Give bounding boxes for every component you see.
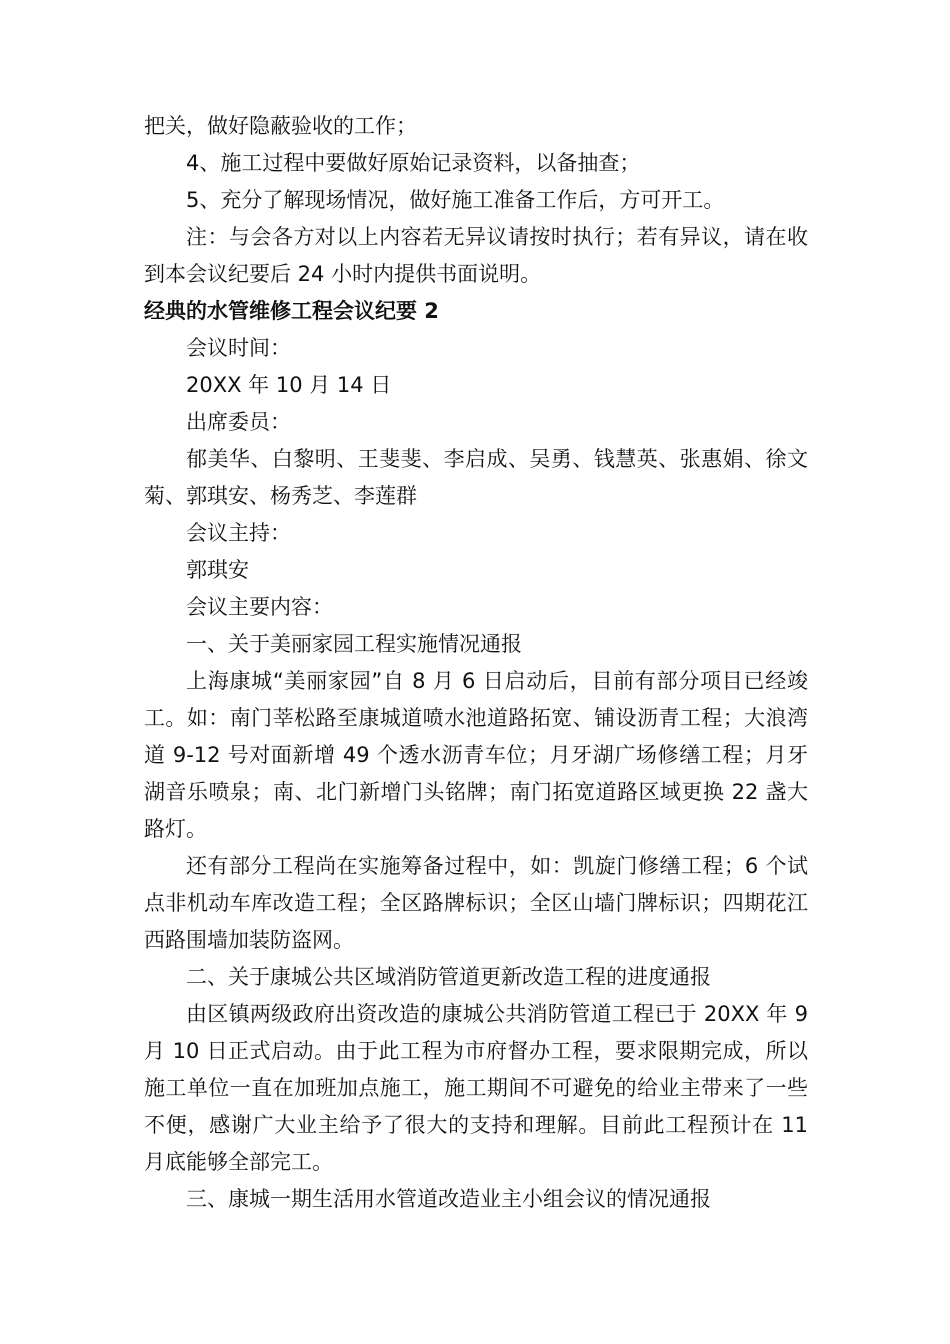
paragraph-attendees-label: 出席委员：	[186, 410, 291, 434]
paragraph-section-one-body-2: 还有部分工程尚在实施筹备过程中，如：凯旋门修缮工程；6 个试点非机动车库改造工程；全区路牌标识；全区山墙门牌标识；四期花江西路围墙加装防盗网。	[144, 854, 808, 952]
paragraph-note: 注：与会各方对以上内容若无异议请按时执行；若有异议，请在收到本会议纪要后 24 小时内提供书面说明。	[144, 225, 808, 286]
paragraph-section-two-title: 二、关于康城公共区域消防管道更新改造工程的进度通报	[186, 965, 711, 989]
section-heading: 经典的水管维修工程会议纪要 2	[144, 299, 439, 323]
paragraph-item-5: 5、充分了解现场情况，做好施工准备工作后，方可开工。	[186, 188, 725, 212]
paragraph-section-one-title: 一、关于美丽家园工程实施情况通报	[186, 632, 522, 656]
paragraph-section-three-title: 三、康城一期生活用水管道改造业主小组会议的情况通报	[186, 1187, 711, 1211]
document-body	[144, 108, 808, 1218]
paragraph-main-content-label: 会议主要内容：	[186, 595, 333, 619]
paragraph-meeting-time-label: 会议时间：	[186, 336, 291, 360]
paragraph-continuation: 把关，做好隐蔽验收的工作；	[144, 114, 417, 138]
paragraph-attendees-value: 郁美华、白黎明、王斐斐、李启成、吴勇、钱慧英、张惠娟、徐文菊、郭琪安、杨秀芝、李莲群	[144, 447, 808, 508]
paragraph-item-4: 4、施工过程中要做好原始记录资料，以备抽查；	[186, 151, 641, 175]
paragraph-host-value: 郭琪安	[186, 558, 249, 582]
paragraph-host-label: 会议主持：	[186, 521, 291, 545]
paragraph-section-one-body-1: 上海康城“美丽家园”自 8 月 6 日启动后，目前有部分项目已经竣工。如：南门莘松路至康城道喷水池道路拓宽、铺设沥青工程；大浪湾道 9-12 号对面新增 49 个透水沥青车位；月牙湖广场修缮工程；月牙湖音乐喷泉；南、北门新增门头铭牌；南门拓宽道路区域更换 22 盏大路灯。	[144, 669, 808, 841]
paragraph-section-two-body: 由区镇两级政府出资改造的康城公共消防管道工程已于 20XX 年 9 月 10 日正式启动。由于此工程为市府督办工程，要求限期完成，所以施工单位一直在加班加点施工，施工期间不可避免的给业主带来了一些不便，感谢广大业主给予了很大的支持和理解。目前此工程预计在 11 月底能够全部完工。	[144, 1002, 808, 1174]
paragraph-meeting-time-value: 20XX 年 10 月 14 日	[186, 373, 392, 397]
